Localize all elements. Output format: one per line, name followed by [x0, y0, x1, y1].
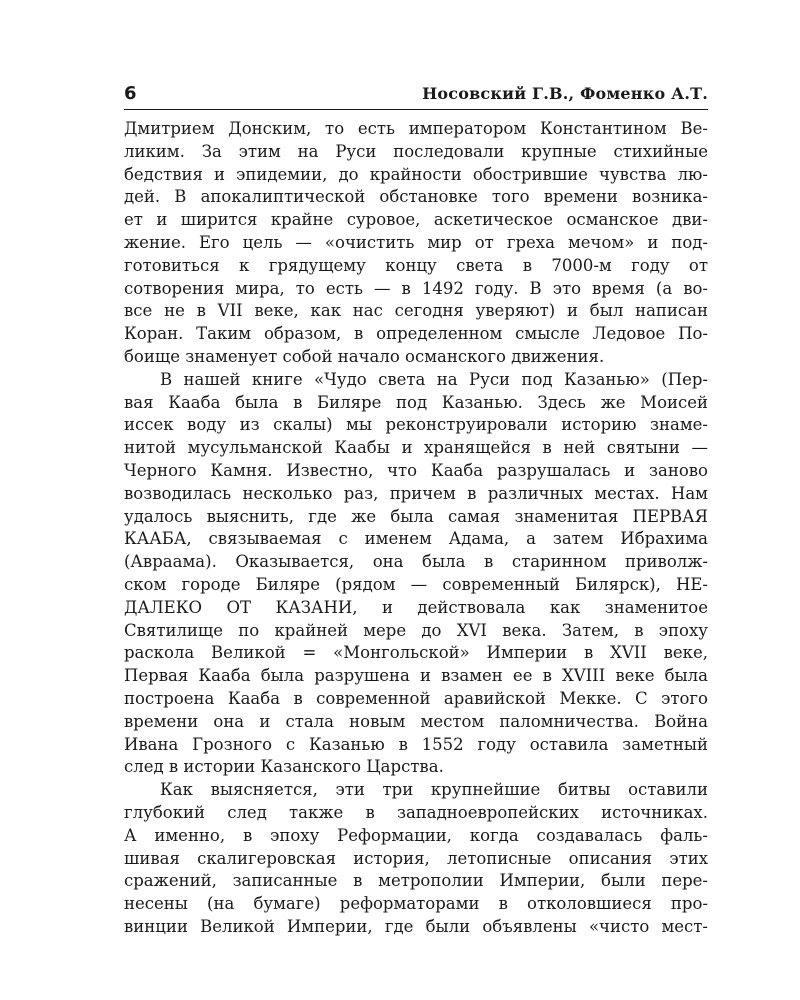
text-line: ДАЛЕКО ОТ КАЗАНИ, и действовала как знаменитое: [124, 597, 708, 617]
text-line: дей. В апокалиптической обстановке того времени возника-: [124, 187, 708, 207]
text-line: Черного Камня. Известно, что Кааба разрушалась и заново: [124, 460, 708, 480]
text-line: жение. Его цель — «очистить мир от греха мечом» и под-: [124, 232, 708, 252]
text-line: готовиться к грядущему концу света в 7000-м году от: [124, 255, 708, 275]
text-line: шивая скалигеровская история, летописные описания этих: [124, 848, 708, 868]
text-line: В нашей книге «Чудо света на Руси под Казанью» (Пер-: [160, 369, 708, 389]
text-line: КААБА, связываемая с именем Адама, а затем Ибрахима: [124, 529, 708, 549]
text-line: Святилище по крайней мере до XVI века. Затем, в эпоху: [124, 620, 708, 640]
text-line: несены (на бумаге) реформаторами в отколовшиеся про-: [124, 894, 708, 914]
text-line: времени она и стала новым местом паломничества. Война: [124, 711, 708, 731]
body-text: [124, 118, 708, 939]
text-line: ет и ширится крайне суровое, аскетическое османское дви-: [124, 210, 708, 230]
text-line: построена Кааба в современной аравийской Мекке. С этого: [124, 688, 708, 708]
text-line: Ивана Грозного с Казанью в 1552 году оставила заметный: [124, 734, 708, 754]
text-line: Дмитрием Донским, то есть императором Константином Ве-: [124, 119, 708, 138]
text-line: ликим. За этим на Руси последовали крупные стихийные: [124, 141, 708, 161]
running-header: [124, 84, 708, 106]
page-number: 6: [124, 83, 137, 104]
text-line: (Авраама). Оказывается, она была в старинном приволж-: [124, 552, 708, 572]
text-line: Коран. Таким образом, в определенном смысле Ледовое По-: [124, 324, 708, 344]
text-line: нитой мусульманской Каабы и хранящейся в ней святыни —: [124, 438, 708, 458]
text-line: А именно, в эпоху Реформации, когда создавалась фаль-: [124, 825, 708, 845]
header-authors: Носовский Г.В., Фоменко А.Т.: [422, 84, 708, 103]
text-line: сражений, записанные в метрополии Империи, были пере-: [124, 871, 708, 891]
text-line: иссек воду из скалы) мы реконструировали историю знаме-: [124, 415, 708, 435]
text-line: след в истории Казанского Царства.: [124, 757, 444, 777]
text-line: бедствия и эпидемии, до крайности обострившие чувства лю-: [124, 164, 708, 184]
text-line: вая Кааба была в Биляре под Казанью. Здесь же Моисей: [124, 392, 708, 412]
text-line: раскола Великой = «Монгольской» Империи в XVII веке,: [124, 643, 708, 663]
text-line: все не в VII веке, как нас сегодня уверяют) и был написан: [124, 301, 708, 321]
text-line: возводилась несколько раз, причем в различных местах. Нам: [124, 483, 708, 503]
text-line: Как выясняется, эти три крупнейшие битвы оставили: [160, 780, 708, 800]
text-line: ском городе Биляре (рядом — современный Билярск), НЕ-: [124, 574, 708, 594]
text-line: глубокий след также в западноевропейских источниках.: [124, 802, 708, 822]
text-line: сотворения мира, то есть — в 1492 году. В это время (а во-: [124, 278, 708, 298]
header-rule: [124, 109, 708, 110]
text-line: винции Великой Империи, где были объявлены «чисто мест-: [124, 916, 708, 936]
text-line: Первая Кааба была разрушена и взамен ее в XVIII веке была: [124, 666, 708, 686]
text-line: боище знаменует собой начало османского движения.: [124, 346, 605, 366]
text-line: удалось выяснить, где же была самая знаменитая ПЕРВАЯ: [124, 506, 708, 526]
